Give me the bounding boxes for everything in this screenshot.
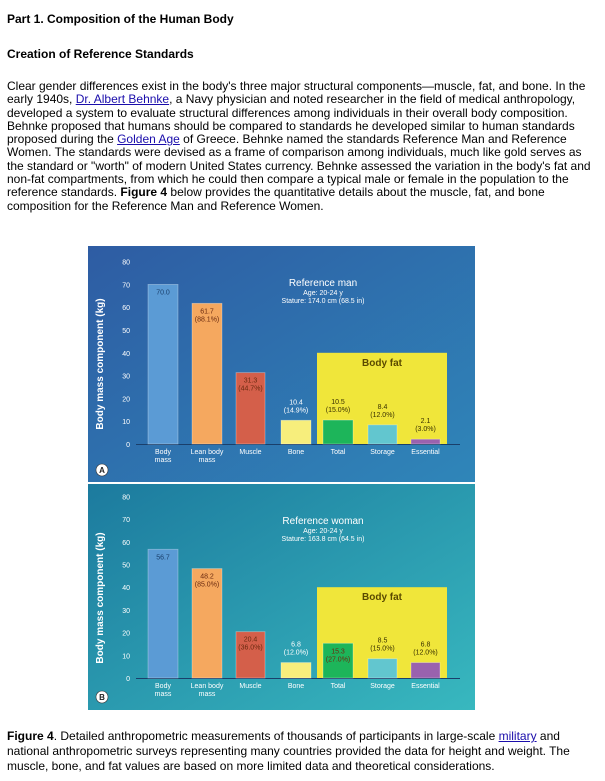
category-label: Muscle: [239, 683, 262, 690]
paragraph-text: Clear gender differences exist in the body's three major structural components—muscle, fat, and bone. In the early 1940s,: [7, 79, 586, 107]
y-tick-label: 10: [122, 419, 130, 427]
bar-value-label: 10.5: [331, 399, 345, 407]
bar-percent-label: (12.0%): [413, 649, 438, 657]
chart-subtitle: Age: 20-24 y: [303, 290, 343, 297]
bar-percent-label: (12.0%): [283, 649, 309, 657]
panel-badge-label: B: [99, 693, 105, 702]
category-label: Bone: [287, 683, 305, 690]
category-label: mass: [154, 691, 172, 698]
bar-percent-label: (3.0%): [415, 426, 436, 434]
y-tick-label: 30: [122, 607, 130, 615]
caption-text: and national anthropometric surveys representing many countries provided the data for height and weight. The muscle, bone, and fat values are based on more limited data and theoretical considerations.: [7, 729, 570, 773]
chart-subtitle: Stature: 163.8 cm (64.5 in): [281, 536, 365, 543]
y-tick-label: 20: [122, 630, 130, 638]
category-label: Body: [155, 683, 171, 690]
category-label: mass: [154, 457, 172, 464]
section-heading: Creation of Reference Standards: [7, 47, 194, 61]
chart-title: Reference woman: [282, 516, 364, 527]
caption-figure-label: Figure 4: [7, 729, 54, 743]
category-label: Storage: [370, 683, 395, 690]
figure-4-charts: [88, 246, 475, 710]
behnke-link[interactable]: Dr. Albert Behnke: [75, 92, 170, 107]
y-tick-label: 60: [122, 539, 130, 547]
bar-value-label: 48.2: [200, 573, 214, 581]
paragraph-text: , a Navy physician and noted researcher in the field of medical anthropology, developed a system to evaluate structural differences among individuals in their overall body composition. Behnke proposed that humans should be compared to standards he developed similar to human standards proposed during the: [7, 92, 576, 147]
bar-percent-label: (36.0%): [238, 644, 263, 652]
category-label: Bone: [287, 449, 305, 456]
y-tick-label: 70: [122, 282, 130, 290]
y-tick-label: 70: [122, 517, 130, 525]
category-label: Essential: [411, 449, 440, 456]
bar-6: [411, 663, 440, 678]
y-axis-label: Body mass component (kg): [95, 298, 106, 430]
category-label: Lean body: [190, 683, 224, 690]
bar-1: [192, 303, 222, 444]
golden-age-link[interactable]: Golden Age: [117, 132, 180, 147]
bar-6: [411, 439, 440, 444]
y-tick-label: 60: [122, 305, 130, 313]
bar-3: [281, 663, 311, 678]
intro-paragraph: [7, 80, 599, 213]
category-label: Essential: [411, 683, 440, 690]
bar-4: [323, 420, 353, 444]
y-tick-label: 20: [122, 396, 130, 404]
bar-percent-label: (88.1%): [194, 316, 220, 324]
bar-5: [368, 425, 397, 444]
bar-value-label: 56.7: [156, 554, 170, 562]
category-label: mass: [198, 691, 216, 698]
bar-value-label: 6.8: [291, 641, 301, 649]
y-tick-label: 0: [126, 676, 130, 683]
chart-title: Reference man: [288, 278, 358, 289]
category-label: Muscle: [239, 449, 262, 456]
body-fat-label: Body fat: [362, 592, 402, 604]
bar-value-label: 2.1: [420, 418, 431, 426]
bar-3: [281, 420, 311, 444]
page-title: Part 1. Composition of the Human Body: [7, 12, 234, 26]
figure-4: [88, 246, 475, 710]
paragraph-text: of Greece. Behnke named the standards Reference Man and Reference Women. The standards were devised as a frame of comparison among individuals, much like gold serves as the standard or "worth" of modern United States currency. Behnke assessed the variation in the body's fat and non-fat compartments, from which he could then compare a typical male or female in the population to the reference standards.: [7, 132, 591, 200]
caption-text: . Detailed anthropometric measurements of thousands of participants in large-scale: [53, 729, 499, 743]
category-label: Body: [155, 449, 171, 456]
y-tick-label: 30: [122, 373, 130, 381]
bar-value-label: 61.7: [200, 308, 214, 316]
bar-percent-label: (14.9%): [283, 407, 309, 415]
y-tick-label: 80: [122, 494, 130, 502]
paragraph-text: below provides the quantitative details about the muscle, fat, and bone composition for the Reference Man and Reference Women.: [7, 185, 545, 213]
y-tick-label: 50: [122, 562, 130, 570]
bar-value-label: 10.4: [289, 399, 303, 407]
bar-value-label: 20.4: [243, 636, 258, 644]
y-tick-label: 80: [122, 259, 130, 267]
y-tick-label: 40: [122, 350, 130, 358]
y-tick-label: 40: [122, 585, 130, 593]
body-fat-label: Body fat: [362, 357, 402, 369]
panel-badge-label: A: [99, 466, 105, 475]
y-tick-label: 50: [122, 328, 130, 335]
bar-value-label: 8.4: [377, 403, 388, 411]
bar-value-label: 15.3: [331, 648, 345, 656]
bar-0: [148, 284, 178, 444]
figure-reference: Figure 4: [120, 185, 168, 200]
bar-percent-label: (15.0%): [370, 645, 395, 653]
bar-0: [148, 549, 178, 678]
y-axis-label: Body mass component (kg): [95, 532, 106, 664]
bar-percent-label: (12.0%): [370, 411, 395, 419]
category-label: Total: [330, 683, 346, 690]
bar-5: [368, 659, 397, 678]
bar-value-label: 8.5: [377, 637, 388, 645]
bar-value-label: 70.0: [156, 289, 170, 297]
military-link[interactable]: military: [498, 729, 537, 743]
category-label: Lean body: [190, 449, 224, 456]
category-label: mass: [198, 457, 216, 464]
y-tick-label: 0: [126, 442, 130, 449]
bar-percent-label: (44.7%): [238, 385, 263, 393]
bar-percent-label: (27.0%): [325, 656, 351, 664]
bar-percent-label: (15.0%): [325, 407, 351, 415]
bar-value-label: 31.3: [243, 377, 258, 385]
y-tick-label: 10: [122, 653, 130, 661]
bar-value-label: 6.8: [420, 641, 431, 649]
chart-subtitle: Stature: 174.0 cm (68.5 in): [281, 298, 365, 305]
figure-caption: [7, 729, 601, 774]
category-label: Storage: [370, 449, 395, 456]
bar-percent-label: (85.0%): [194, 581, 220, 589]
category-label: Total: [330, 449, 346, 456]
chart-subtitle: Age: 20-24 y: [303, 528, 343, 535]
